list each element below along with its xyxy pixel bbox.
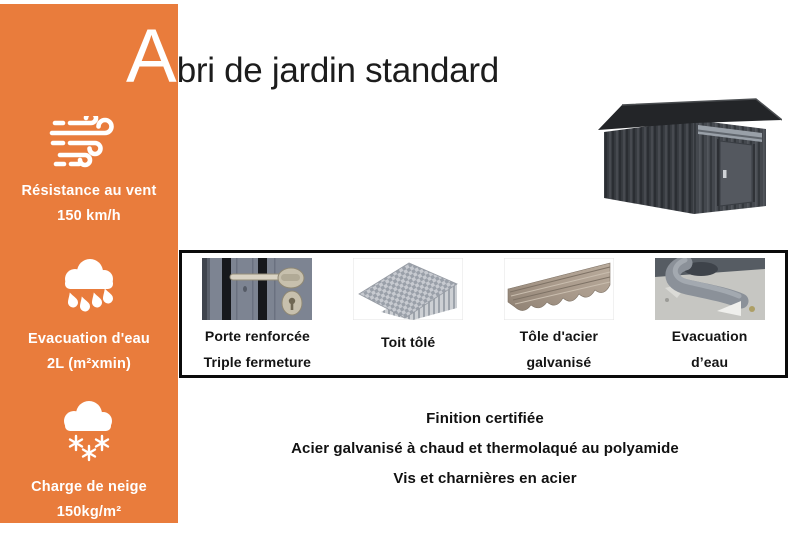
wind-resistance-value: 150 km/h bbox=[57, 208, 121, 224]
galvanized-steel-photo bbox=[504, 258, 614, 320]
footer-line-finish: Finition certifiée bbox=[426, 410, 544, 427]
snow-load-label: Charge de neige bbox=[31, 479, 147, 495]
sidebar-item-water-evacuation bbox=[0, 256, 178, 372]
water-drain-photo bbox=[655, 258, 765, 320]
feature-caption-line: Tôle d'acier bbox=[519, 328, 599, 344]
features-box bbox=[179, 250, 788, 378]
feature-roof bbox=[333, 253, 484, 375]
sidebar-item-wind-resistance bbox=[0, 116, 178, 224]
title-initial: A bbox=[126, 14, 177, 99]
feature-caption-line: Triple fermeture bbox=[203, 354, 312, 370]
feature-caption-line: d’eau bbox=[691, 354, 729, 370]
snow-load-value: 150kg/m² bbox=[56, 504, 122, 520]
title-rest: bri de jardin standard bbox=[176, 51, 499, 90]
feature-caption-line: Porte renforcée bbox=[204, 328, 310, 344]
sidebar-item-snow-load bbox=[0, 400, 178, 520]
feature-door bbox=[182, 253, 333, 375]
footer-line-steel: Acier galvanisé à chaud et thermolaqué au polyamide bbox=[291, 440, 679, 457]
sheet-metal-roof-photo bbox=[353, 258, 463, 320]
footer-certification bbox=[182, 410, 788, 500]
feature-caption-line: galvanisé bbox=[526, 354, 592, 370]
wind-resistance-label: Résistance au vent bbox=[21, 183, 157, 199]
rain-icon bbox=[57, 256, 121, 318]
reinforced-door-photo bbox=[202, 258, 312, 320]
feature-steel bbox=[484, 253, 635, 375]
snow-icon bbox=[57, 400, 121, 466]
feature-caption-line: Evacuation bbox=[671, 328, 748, 344]
page-title bbox=[126, 14, 499, 99]
water-evacuation-value: 2L (m²xmin) bbox=[46, 356, 132, 372]
footer-line-hardware: Vis et charnières en acier bbox=[393, 470, 577, 487]
wind-icon bbox=[47, 116, 131, 170]
garden-shed-photo bbox=[598, 96, 782, 224]
feature-caption-line: Toit tôlé bbox=[380, 334, 436, 350]
feature-drain bbox=[634, 253, 785, 375]
water-evacuation-label: Evacuation d'eau bbox=[28, 331, 150, 347]
